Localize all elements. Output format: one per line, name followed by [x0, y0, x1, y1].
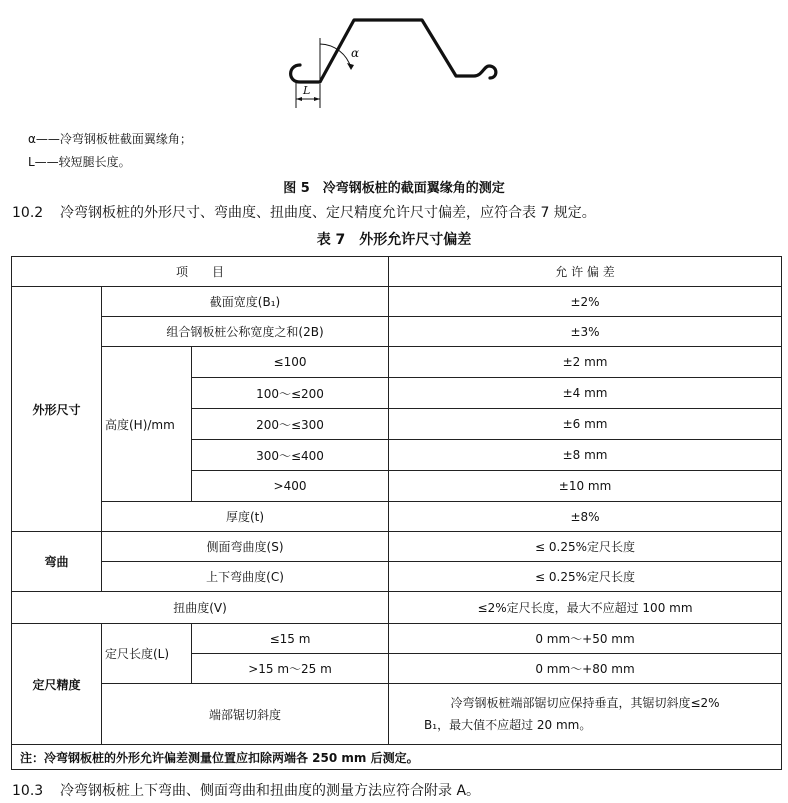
legend-l: L——较短腿长度。: [28, 155, 131, 169]
clause-text: 冷弯钢板桩上下弯曲、侧面弯曲和扭曲度的测量方法应符合附录 A。: [60, 783, 481, 799]
row-value: ≤2%定尺长度，最大不应超过 100 mm: [389, 592, 782, 624]
table-row: [12, 562, 782, 592]
row-value: ≤ 0.25%定尺长度: [389, 532, 782, 562]
table-row: [12, 532, 782, 562]
row-range: >15 m～25 m: [192, 654, 389, 684]
clause-number: 10.3: [12, 783, 44, 799]
row-value: ±4 mm: [389, 378, 782, 409]
clause-number: 10.2: [12, 205, 44, 221]
end-cut-line-2: B₁，最大值不应超过 20 mm。: [424, 718, 592, 732]
table-row: [12, 287, 782, 317]
row-range: 300～≤400: [192, 440, 389, 471]
row-label: 扭曲度(V): [12, 592, 389, 624]
clause-text: 冷弯钢板桩的外形尺寸、弯曲度、扭曲度、定尺精度允许尺寸偏差，应符合表 7 规定。: [60, 205, 596, 221]
clause-10-2: [12, 202, 596, 222]
fixed-length-label: 定尺长度(L): [102, 624, 192, 684]
row-value: [389, 684, 782, 745]
row-value: ±8%: [389, 502, 782, 532]
row-range: >400: [192, 471, 389, 502]
sheet-pile-section-diagram: [278, 8, 518, 116]
row-value: ±3%: [389, 317, 782, 347]
row-label: 厚度(t): [102, 502, 389, 532]
table-row: [12, 502, 782, 532]
row-label: 截面宽度(B₁): [102, 287, 389, 317]
row-label: 侧面弯曲度(S): [102, 532, 389, 562]
row-label: 上下弯曲度(C): [102, 562, 389, 592]
table-note-row: [12, 745, 782, 770]
table-row: [12, 684, 782, 745]
l-label: L: [303, 84, 311, 97]
header-tolerance: 允 许 偏 差: [389, 257, 782, 287]
table-row: [12, 624, 782, 654]
row-range: ≤100: [192, 347, 389, 378]
group-shape: 外形尺寸: [12, 287, 102, 532]
tolerance-table: [11, 256, 782, 770]
clause-10-3: [12, 780, 480, 800]
table-caption: 表 7 外形允许尺寸偏差: [316, 232, 472, 248]
header-item: 项 目: [12, 257, 389, 287]
row-value: ±2 mm: [389, 347, 782, 378]
row-range: ≤15 m: [192, 624, 389, 654]
table-row: [12, 592, 782, 624]
row-range: 100～≤200: [192, 378, 389, 409]
row-value: ±2%: [389, 287, 782, 317]
table-row: [12, 347, 782, 378]
row-value: ≤ 0.25%定尺长度: [389, 562, 782, 592]
row-range: 200～≤300: [192, 409, 389, 440]
height-label: 高度(H)/mm: [102, 347, 192, 502]
table-note: 注：冷弯钢板桩的外形允许偏差测量位置应扣除两端各 250 mm 后测定。: [12, 745, 782, 770]
row-value: ±10 mm: [389, 471, 782, 502]
figure-caption: 图 5 冷弯钢板桩的截面翼缘角的测定: [283, 181, 505, 196]
legend-alpha: α——冷弯钢板桩截面翼缘角；: [28, 132, 192, 146]
row-value: ±6 mm: [389, 409, 782, 440]
end-cut-line-1: 冷弯钢板桩端部锯切应保持垂直，其锯切斜度≤2%: [450, 696, 720, 710]
table-header-row: [12, 257, 782, 287]
row-label: 组合钢板桩公称宽度之和(2B): [102, 317, 389, 347]
table-row: [12, 317, 782, 347]
row-label: 端部锯切斜度: [102, 684, 389, 745]
row-value: ±8 mm: [389, 440, 782, 471]
section-profile: [291, 20, 496, 82]
group-bend: 弯曲: [12, 532, 102, 592]
group-length: 定尺精度: [12, 624, 102, 745]
row-value: 0 mm～+50 mm: [389, 624, 782, 654]
row-value: 0 mm～+80 mm: [389, 654, 782, 684]
alpha-label: α: [351, 46, 360, 60]
